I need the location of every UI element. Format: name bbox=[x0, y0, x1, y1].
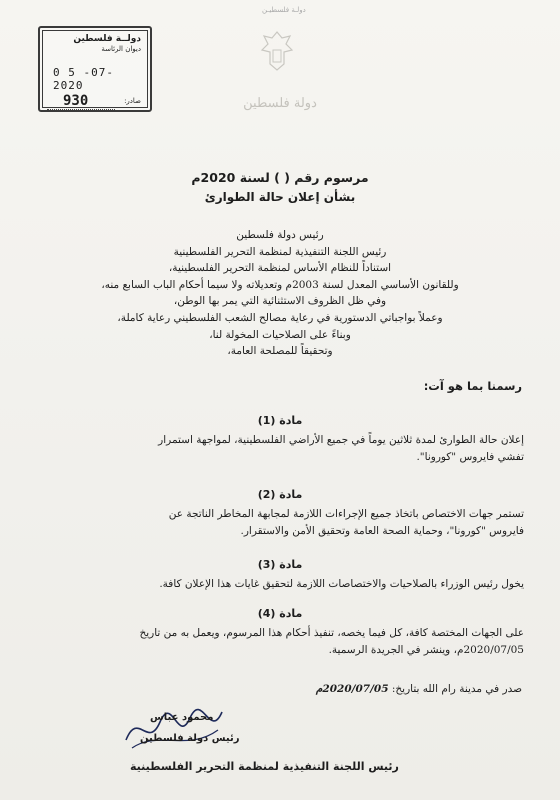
issued-prefix: صدر في مدينة رام الله بتاريخ: bbox=[388, 683, 522, 695]
signatory-title: رئيس دولة فلسطين bbox=[140, 733, 240, 744]
article-line: على الجهات المختصة كافة، كل فيما يخصه، تنفيذ أحكام هذا المرسوم، ويعمل به من تاريخ bbox=[139, 627, 524, 639]
preamble-line: وبناءً على الصلاحيات المخولة لنا، bbox=[209, 328, 351, 341]
preamble-line: رئيس دولة فلسطين bbox=[236, 229, 324, 241]
article-4-title: مادة (4) bbox=[257, 607, 303, 620]
decree-heading: رسمنا بما هو آت: bbox=[423, 379, 522, 393]
article-1-body bbox=[40, 432, 524, 466]
preamble-line: وعملاً بواجباتي الدستورية في رعاية مصالح الشعب الفلسطيني رعاية كاملة، bbox=[117, 311, 443, 324]
stamp-date: 0 5 -07- 2020 bbox=[53, 66, 114, 92]
article-1-title: مادة (1) bbox=[257, 414, 303, 427]
preamble bbox=[70, 227, 490, 360]
article-line: 2020/07/05م، وينشر في الجريدة الرسمية. bbox=[328, 644, 524, 656]
issued-date: 2020/07/05م bbox=[315, 683, 389, 695]
article-line: يخول رئيس الوزراء بالصلاحيات والاختصاصات اللازمة لتحقيق غايات هذا الإعلان كافة. bbox=[159, 578, 524, 590]
article-4-body bbox=[40, 625, 524, 659]
article-line: تستمر جهات الاختصاص باتخاذ جميع الإجراءات اللازمة لمجابهة المخاطر الناتجة عن bbox=[168, 508, 524, 520]
article-line: إعلان حالة الطوارئ لمدة ثلاثين يوماً في جميع الأراضي الفلسطينية، لمواجهة استمرار bbox=[158, 434, 524, 446]
preamble-line: وفي ظل الظروف الاستثنائية التي يمر بها الوطن، bbox=[173, 295, 387, 308]
eagle-emblem-icon bbox=[260, 30, 294, 72]
article-2-body bbox=[40, 506, 524, 540]
handwritten-signature bbox=[118, 700, 228, 755]
preamble-line: وتحقيقاً للمصلحة العامة، bbox=[227, 345, 333, 358]
decree-subject: بشأن إعلان حالة الطوارئ bbox=[204, 190, 356, 204]
stamp-number: 930 bbox=[63, 93, 89, 109]
article-3-title: مادة (3) bbox=[257, 558, 303, 571]
article-2-title: مادة (2) bbox=[257, 488, 303, 501]
stamp-number-label: صادر: bbox=[124, 97, 141, 105]
preamble-line: استناداً للنظام الأساس لمنظمة التحرير الفلسطينية، bbox=[168, 262, 392, 275]
preamble-line: وللقانون الأساسي المعدل لسنة 2003م وتعديلاته ولا سيما أحكام الباب السابع منه، bbox=[101, 278, 459, 291]
emblem-caption: دولة فلسطين bbox=[243, 96, 317, 111]
stamp-office: ديوان الرئاسة bbox=[101, 45, 141, 53]
preamble-line: رئيس اللجنة التنفيذية لمنظمة التحرير الفلسطينية bbox=[173, 245, 387, 258]
header-top-line: دولـة فلسطيـن bbox=[262, 6, 306, 14]
signatory-name: محمود عباس bbox=[150, 712, 214, 723]
article-line: فايروس "كورونا"، وحماية الصحة العامة وتحقيق الأمن والاستقرار. bbox=[240, 525, 524, 537]
article-3-body bbox=[40, 576, 524, 593]
decree-title: مرسوم رقم ( ) لسنة 2020م bbox=[191, 170, 369, 185]
stamp-divider bbox=[47, 109, 115, 110]
signatory-title-plo: رئيس اللجنة التنفيذية لمنظمة التحرير الفلسطينية bbox=[130, 760, 399, 773]
article-line: تفشي فايروس "كورونا". bbox=[416, 451, 524, 463]
issued-line bbox=[316, 683, 522, 695]
stamp-authority: دولــة فلسطين bbox=[73, 34, 141, 44]
registry-stamp bbox=[38, 26, 152, 112]
